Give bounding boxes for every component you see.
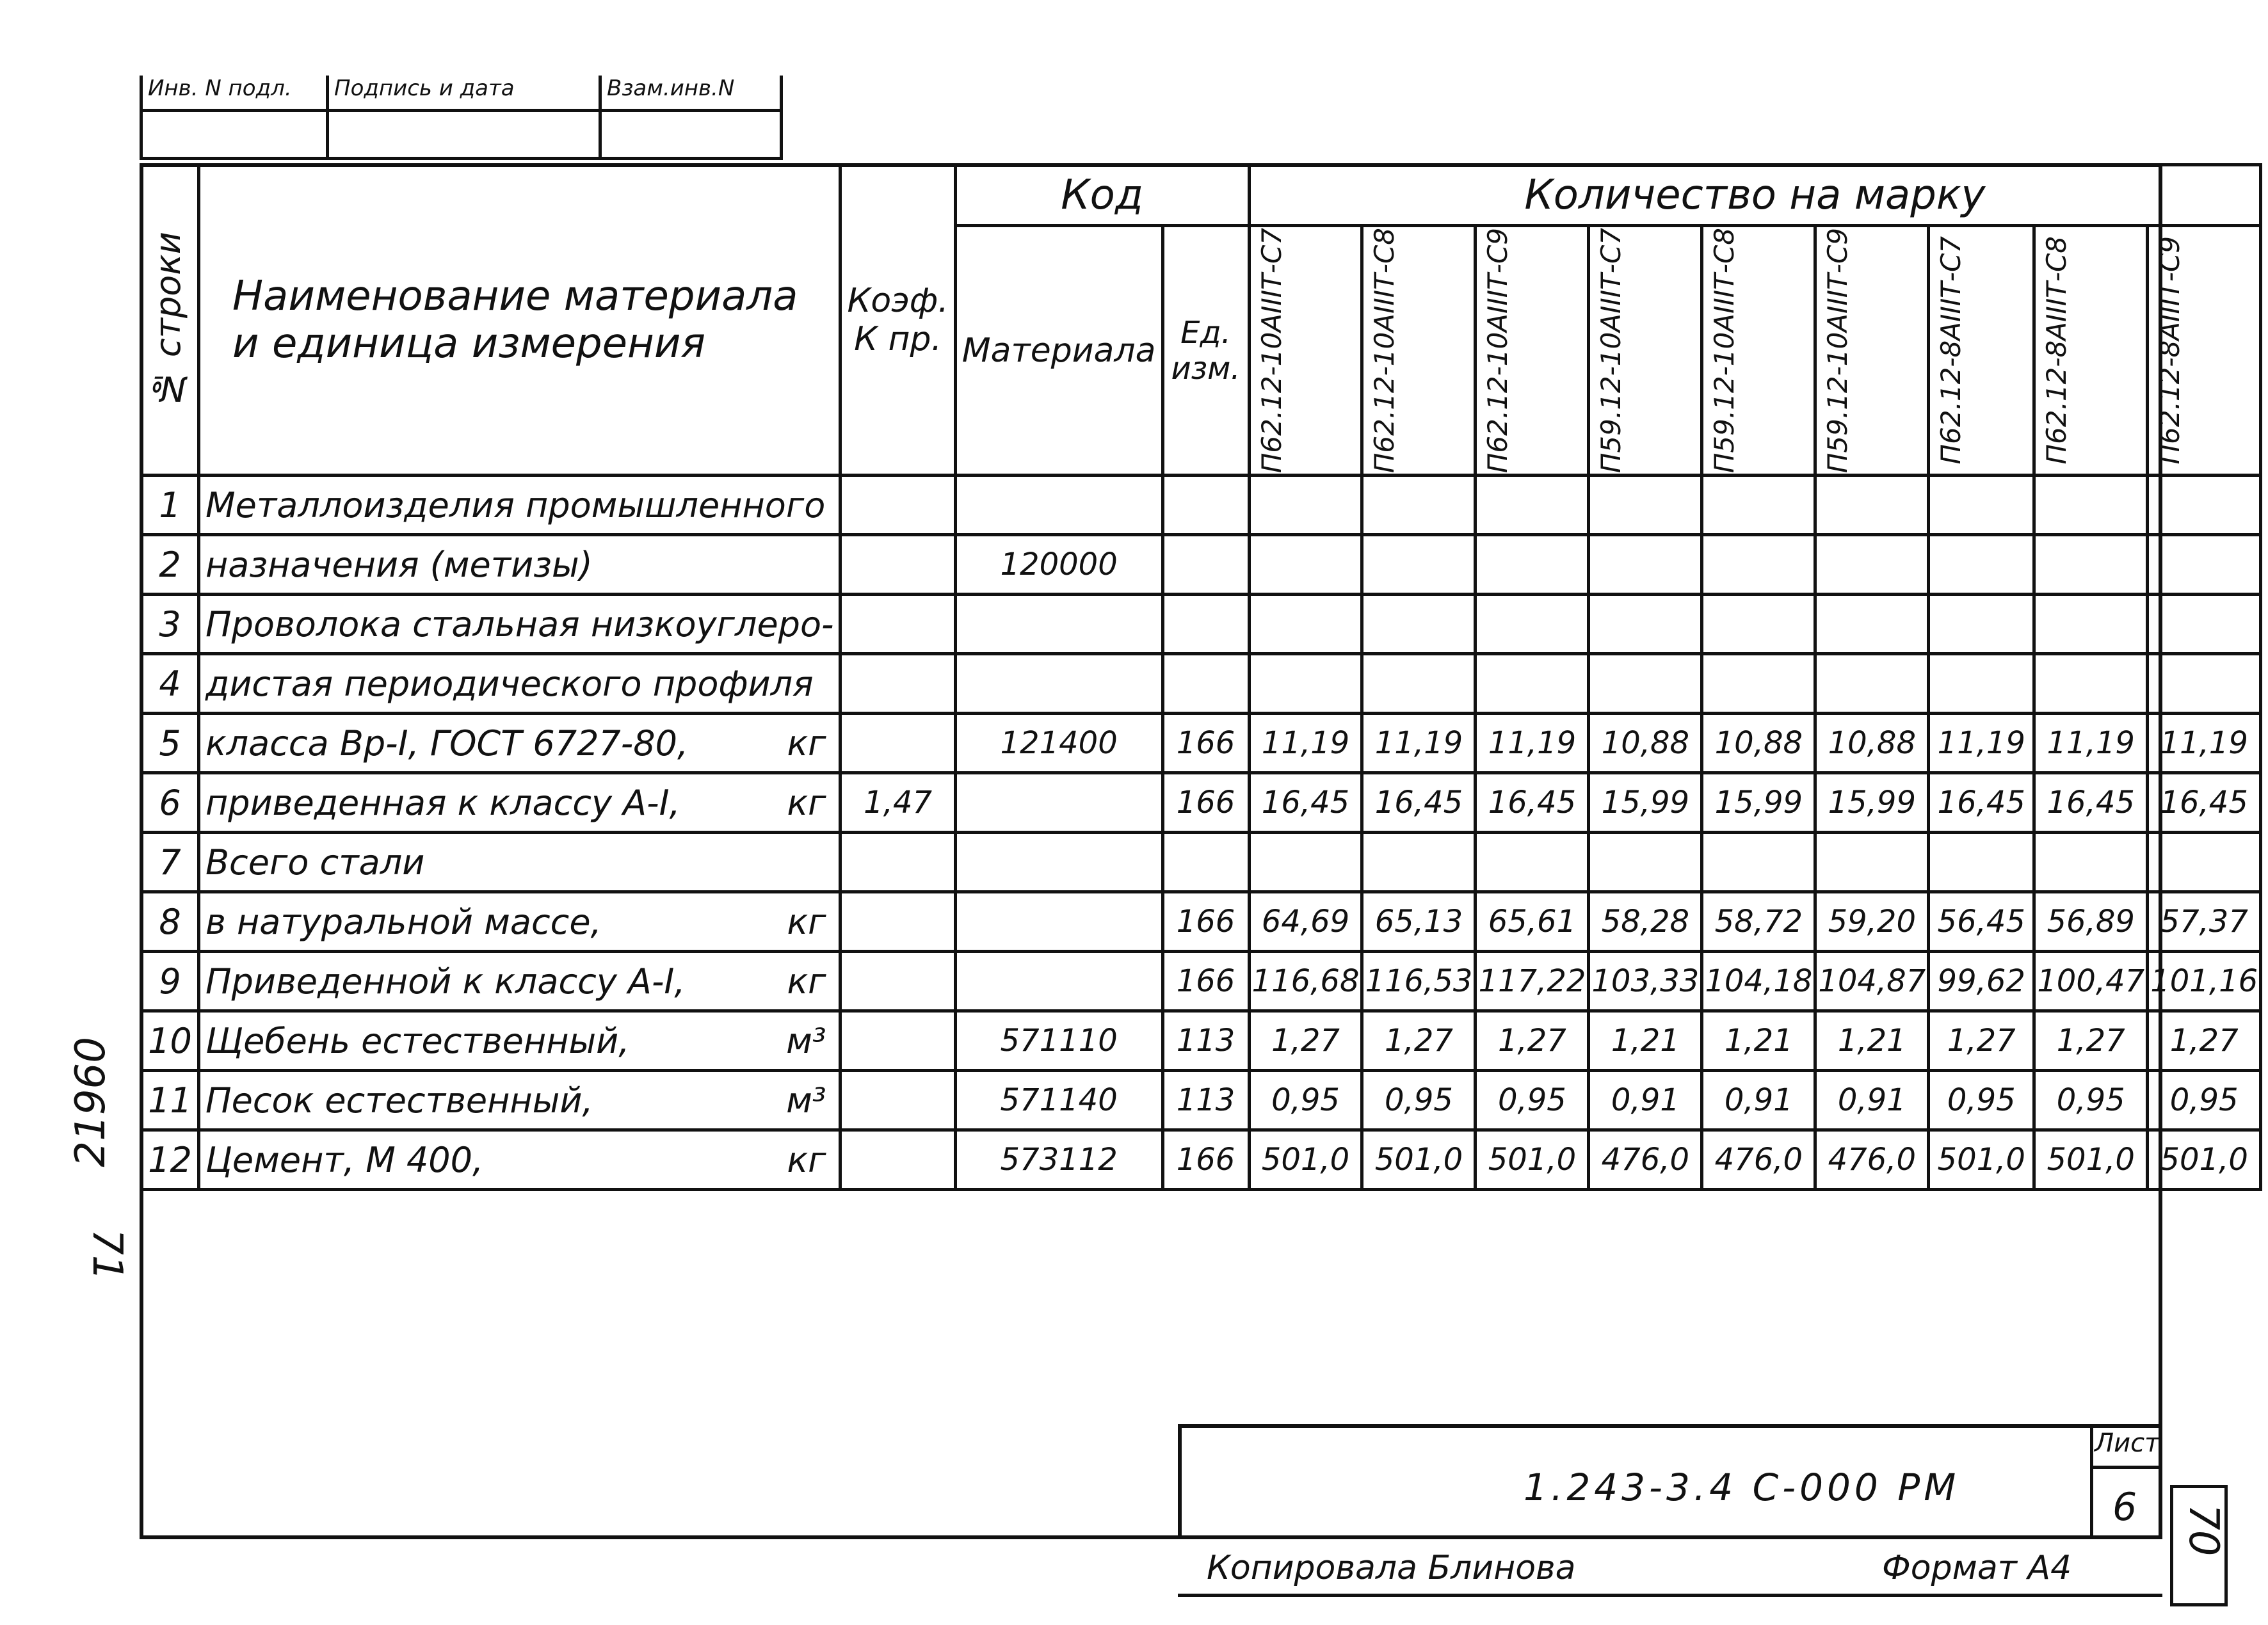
material-unit: кг	[787, 1139, 826, 1180]
quantity-cell	[1476, 833, 1589, 892]
stamp-replaced-inv-label: Взам.инв.N	[600, 76, 782, 111]
unit-code: 113	[1162, 1071, 1249, 1130]
quantity-cell: 116,68	[1249, 952, 1362, 1011]
quantity-cell	[1589, 654, 1702, 714]
material-unit: кг	[787, 961, 826, 1002]
row-number: 8	[141, 892, 199, 952]
quantity-cell	[1476, 595, 1589, 654]
quantity-cell: 0,91	[1702, 1071, 1815, 1130]
row-number: 9	[141, 952, 199, 1011]
material-name-cell	[199, 476, 840, 535]
row-number: 6	[141, 773, 199, 833]
header-mark-4: П59.12-10АIIIТ-С7	[1589, 226, 1702, 476]
quantity-cell	[1362, 833, 1476, 892]
quantity-cell: 57,37	[2148, 892, 2261, 952]
unit-code: 166	[1162, 952, 1249, 1011]
quantity-cell	[1929, 654, 2034, 714]
material-name-cell	[199, 892, 840, 952]
sheet-label: Лист	[2095, 1429, 2160, 1458]
copied-by: Копировала Блинова	[1207, 1549, 1576, 1587]
header-code-material: Материала	[955, 226, 1162, 476]
sheet-divider	[2090, 1466, 2162, 1469]
quantity-cell	[1815, 654, 1929, 714]
quantity-cell: 501,0	[1249, 1130, 1362, 1190]
header-mark-3: П62.12-10АIIIТ-С9	[1476, 226, 1589, 476]
quantity-cell	[1589, 476, 1702, 535]
coef-value	[840, 535, 955, 595]
quantity-cell: 100,47	[2034, 952, 2148, 1011]
quantity-cell: 501,0	[1362, 1130, 1476, 1190]
quantity-cell: 501,0	[1476, 1130, 1589, 1190]
quantity-cell	[1362, 535, 1476, 595]
material-unit: м³	[786, 1020, 826, 1061]
material-name-cell	[199, 535, 840, 595]
row-number: 2	[141, 535, 199, 595]
quantity-cell: 1,27	[1362, 1011, 1476, 1071]
quantity-cell	[1362, 595, 1476, 654]
stamp-inv-no-label: Инв. N подл.	[141, 76, 328, 111]
material-name-cell	[199, 595, 840, 654]
quantity-cell: 10,88	[1589, 714, 1702, 773]
stamp-signature-value	[328, 111, 600, 159]
material-code	[955, 952, 1162, 1011]
material-name-cell	[199, 833, 840, 892]
quantity-cell	[1249, 595, 1362, 654]
material-code	[955, 773, 1162, 833]
coef-value	[840, 714, 955, 773]
quantity-cell: 0,91	[1815, 1071, 1929, 1130]
quantity-cell: 65,13	[1362, 892, 1476, 952]
quantity-cell: 117,22	[1476, 952, 1589, 1011]
quantity-cell: 15,99	[1815, 773, 1929, 833]
material-code	[955, 892, 1162, 952]
quantity-cell: 501,0	[2148, 1130, 2261, 1190]
quantity-cell: 1,21	[1702, 1011, 1815, 1071]
coef-value	[840, 952, 955, 1011]
material-unit: кг	[787, 723, 826, 764]
quantity-cell	[1929, 833, 2034, 892]
quantity-cell: 1,21	[1815, 1011, 1929, 1071]
header-mark-1: П62.12-10АIIIТ-С7	[1249, 226, 1362, 476]
quantity-cell: 16,45	[2034, 773, 2148, 833]
header-coef: Коэф. К пр.	[840, 165, 955, 476]
quantity-cell: 1,27	[2034, 1011, 2148, 1071]
quantity-cell: 64,69	[1249, 892, 1362, 952]
table-row	[141, 952, 2261, 1011]
quantity-cell	[2034, 476, 2148, 535]
quantity-cell	[1249, 654, 1362, 714]
unit-code: 166	[1162, 892, 1249, 952]
material-name: Металлоизделия промышленного	[205, 484, 826, 525]
coef-value	[840, 833, 955, 892]
inventory-stamp	[140, 76, 783, 160]
quantity-cell	[1249, 535, 1362, 595]
table-row	[141, 654, 2261, 714]
material-name-cell	[199, 1071, 840, 1130]
quantity-cell	[1929, 595, 2034, 654]
material-code	[955, 654, 1162, 714]
quantity-cell: 476,0	[1589, 1130, 1702, 1190]
material-name-cell	[199, 952, 840, 1011]
quantity-cell	[2148, 476, 2261, 535]
material-name-cell	[199, 773, 840, 833]
quantity-cell: 58,72	[1702, 892, 1815, 952]
sheet-number: 6	[2112, 1485, 2137, 1530]
material-name: дистая периодического профиля	[205, 663, 814, 704]
header-mark-7: П62.12-8АIIIТ-С7	[1929, 226, 2034, 476]
quantity-cell: 476,0	[1815, 1130, 1929, 1190]
footer-line	[1178, 1594, 2162, 1597]
material-code	[955, 476, 1162, 535]
quantity-cell	[2148, 654, 2261, 714]
quantity-cell	[2148, 595, 2261, 654]
unit-code: 166	[1162, 1130, 1249, 1190]
coef-value	[840, 476, 955, 535]
quantity-cell: 58,28	[1589, 892, 1702, 952]
quantity-cell	[2148, 535, 2261, 595]
unit-code	[1162, 833, 1249, 892]
row-number: 7	[141, 833, 199, 892]
material-code: 571110	[955, 1011, 1162, 1071]
header-mark-2: П62.12-10АIIIТ-С8	[1362, 226, 1476, 476]
quantity-cell: 501,0	[1929, 1130, 2034, 1190]
corner-page-number: 70	[2180, 1504, 2227, 1557]
quantity-cell: 1,27	[1249, 1011, 1362, 1071]
quantity-cell: 15,99	[1589, 773, 1702, 833]
quantity-cell: 56,89	[2034, 892, 2148, 952]
table-row	[141, 1011, 2261, 1071]
materials-table	[140, 163, 2262, 1191]
quantity-cell: 0,95	[1476, 1071, 1589, 1130]
unit-code: 113	[1162, 1011, 1249, 1071]
quantity-cell	[1249, 476, 1362, 535]
coef-value	[840, 892, 955, 952]
table-row	[141, 833, 2261, 892]
quantity-cell: 16,45	[2148, 773, 2261, 833]
quantity-cell	[2034, 595, 2148, 654]
unit-code	[1162, 535, 1249, 595]
quantity-cell	[2034, 535, 2148, 595]
material-code: 120000	[955, 535, 1162, 595]
quantity-cell: 65,61	[1476, 892, 1589, 952]
material-name: в натуральной массе,	[205, 901, 602, 942]
quantity-cell: 16,45	[1362, 773, 1476, 833]
quantity-cell: 11,19	[1362, 714, 1476, 773]
header-code-unit: Ед. изм.	[1162, 226, 1249, 476]
row-number: 1	[141, 476, 199, 535]
quantity-cell: 104,18	[1702, 952, 1815, 1011]
material-code: 573112	[955, 1130, 1162, 1190]
quantity-cell: 476,0	[1702, 1130, 1815, 1190]
row-number: 10	[141, 1011, 199, 1071]
quantity-cell: 101,16	[2148, 952, 2261, 1011]
quantity-cell	[1702, 476, 1815, 535]
quantity-cell	[1249, 833, 1362, 892]
header-quantity-group: Количество на марку	[1249, 165, 2261, 226]
side-archive-number: 21960	[67, 1037, 115, 1167]
row-number: 11	[141, 1071, 199, 1130]
table-row	[141, 595, 2261, 654]
coef-value	[840, 654, 955, 714]
quantity-cell: 0,95	[2148, 1071, 2261, 1130]
quantity-cell: 16,45	[1249, 773, 1362, 833]
quantity-cell: 56,45	[1929, 892, 2034, 952]
material-name: назначения (метизы)	[205, 544, 593, 585]
quantity-cell: 15,99	[1702, 773, 1815, 833]
quantity-cell: 103,33	[1589, 952, 1702, 1011]
quantity-cell	[1702, 833, 1815, 892]
quantity-cell: 501,0	[2034, 1130, 2148, 1190]
material-name: Щебень естественный,	[205, 1020, 630, 1061]
coef-value: 1,47	[840, 773, 955, 833]
quantity-cell: 116,53	[1362, 952, 1476, 1011]
quantity-cell	[1815, 476, 1929, 535]
header-mark-9: П62.12-8АIIIТ-С9	[2148, 226, 2261, 476]
quantity-cell: 1,27	[2148, 1011, 2261, 1071]
unit-code	[1162, 595, 1249, 654]
quantity-cell	[1589, 833, 1702, 892]
quantity-cell: 0,95	[1249, 1071, 1362, 1130]
stamp-inv-no-value	[141, 111, 328, 159]
table-row	[141, 773, 2261, 833]
table-row	[141, 892, 2261, 952]
coef-value	[840, 1011, 955, 1071]
table-row	[141, 1071, 2261, 1130]
table-row	[141, 476, 2261, 535]
side-page-number: 71	[83, 1229, 131, 1281]
quantity-cell: 11,19	[2148, 714, 2261, 773]
row-number: 3	[141, 595, 199, 654]
quantity-cell: 11,19	[1476, 714, 1589, 773]
quantity-cell	[1929, 535, 2034, 595]
quantity-cell: 0,91	[1589, 1071, 1702, 1130]
quantity-cell: 1,27	[1476, 1011, 1589, 1071]
material-name-cell	[199, 714, 840, 773]
header-mark-8: П62.12-8АIIIТ-С8	[2034, 226, 2148, 476]
quantity-cell	[1589, 595, 1702, 654]
header-mark-5: П59.12-10АIIIТ-С8	[1702, 226, 1815, 476]
unit-code	[1162, 476, 1249, 535]
material-name: Приведенной к классу А-I,	[205, 961, 686, 1002]
material-name: Проволока стальная низкоуглеро-	[205, 604, 834, 644]
table-row	[141, 714, 2261, 773]
quantity-cell: 0,95	[1929, 1071, 2034, 1130]
material-name-cell	[199, 1011, 840, 1071]
unit-code	[1162, 654, 1249, 714]
header-code-group: Код	[955, 165, 1249, 226]
material-code: 571140	[955, 1071, 1162, 1130]
material-code	[955, 833, 1162, 892]
material-name: Цемент, М 400,	[205, 1139, 484, 1180]
quantity-cell: 11,19	[2034, 714, 2148, 773]
quantity-cell: 1,27	[1929, 1011, 2034, 1071]
quantity-cell: 1,21	[1589, 1011, 1702, 1071]
paper-format: Формат А4	[1882, 1549, 2072, 1587]
quantity-cell: 0,95	[1362, 1071, 1476, 1130]
quantity-cell: 16,45	[1476, 773, 1589, 833]
quantity-cell	[1476, 654, 1589, 714]
quantity-cell: 11,19	[1249, 714, 1362, 773]
quantity-cell: 16,45	[1929, 773, 2034, 833]
quantity-cell: 10,88	[1702, 714, 1815, 773]
quantity-cell: 11,19	[1929, 714, 2034, 773]
quantity-cell	[1815, 833, 1929, 892]
material-name-cell	[199, 654, 840, 714]
quantity-cell	[1702, 654, 1815, 714]
unit-code: 166	[1162, 714, 1249, 773]
coef-value	[840, 1130, 955, 1190]
material-code	[955, 595, 1162, 654]
quantity-cell: 99,62	[1929, 952, 2034, 1011]
quantity-cell	[1362, 476, 1476, 535]
quantity-cell: 10,88	[1815, 714, 1929, 773]
quantity-cell: 0,95	[2034, 1071, 2148, 1130]
stamp-signature-label: Подпись и дата	[328, 76, 600, 111]
header-material-name: Наименование материала и единица измерения	[199, 165, 840, 476]
row-number: 12	[141, 1130, 199, 1190]
quantity-cell	[1702, 595, 1815, 654]
quantity-cell	[1815, 595, 1929, 654]
material-name: Всего стали	[205, 842, 425, 883]
row-number: 5	[141, 714, 199, 773]
quantity-cell	[1589, 535, 1702, 595]
header-row-no: № строки	[141, 165, 199, 476]
document-code: 1.243-3.4 С-000 РМ	[1524, 1466, 1960, 1509]
quantity-cell	[1476, 535, 1589, 595]
row-number: 4	[141, 654, 199, 714]
table-row	[141, 535, 2261, 595]
unit-code: 166	[1162, 773, 1249, 833]
header-mark-6: П59.12-10АIIIТ-С9	[1815, 226, 1929, 476]
table-row	[141, 1130, 2261, 1190]
quantity-cell: 104,87	[1815, 952, 1929, 1011]
material-name: класса Вр-I, ГОСТ 6727-80,	[205, 723, 689, 764]
material-unit: м³	[786, 1080, 826, 1121]
material-code: 121400	[955, 714, 1162, 773]
quantity-cell	[2034, 654, 2148, 714]
material-unit: кг	[787, 901, 826, 942]
material-name: приведенная к классу А-I,	[205, 782, 680, 823]
quantity-cell	[1929, 476, 2034, 535]
coef-value	[840, 1071, 955, 1130]
quantity-cell	[2034, 833, 2148, 892]
material-name: Песок естественный,	[205, 1080, 593, 1121]
quantity-cell	[2148, 833, 2261, 892]
stamp-replaced-inv-value	[600, 111, 782, 159]
material-unit: кг	[787, 782, 826, 823]
quantity-cell: 59,20	[1815, 892, 1929, 952]
quantity-cell	[1362, 654, 1476, 714]
material-name-cell	[199, 1130, 840, 1190]
quantity-cell	[1815, 535, 1929, 595]
quantity-cell	[1476, 476, 1589, 535]
quantity-cell	[1702, 535, 1815, 595]
coef-value	[840, 595, 955, 654]
